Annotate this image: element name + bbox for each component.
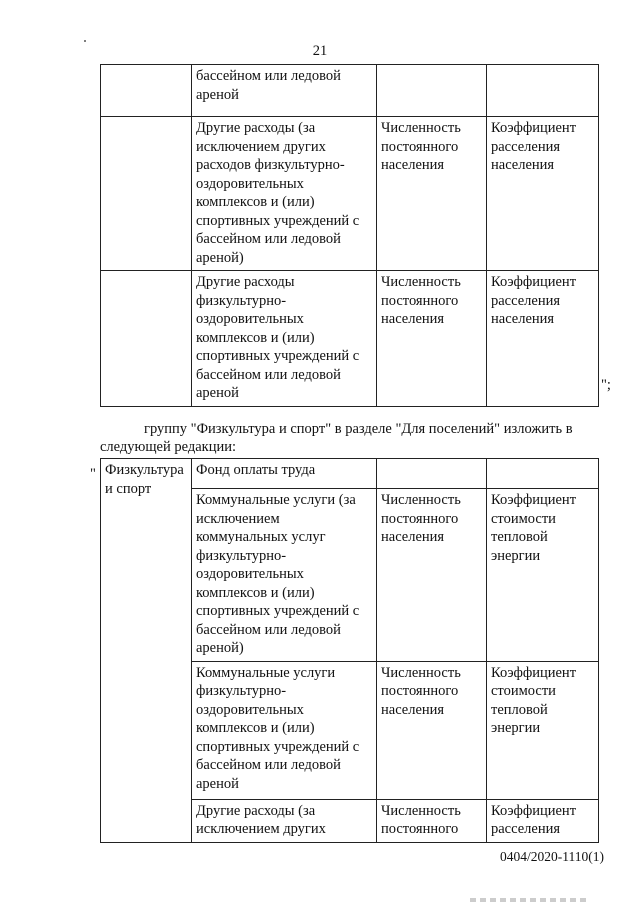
table-continued <box>100 64 599 407</box>
document-code: 0404/2020-1110(1) <box>500 849 604 864</box>
table-cell <box>101 271 192 407</box>
table-cell: Другие расходы физкультурно-оздоровительных комплексов и (или) спортивных учреждений с бассейном или ледовой ареной <box>192 271 377 407</box>
table-cell: Коэффициент расселения <box>487 799 599 842</box>
paragraph-line: группу "Физкультура и спорт" в разделе "Для поселений" изложить в <box>144 421 573 437</box>
table-cell: Численность постоянного населения <box>377 117 487 271</box>
table-row <box>101 459 599 489</box>
table-cell <box>377 65 487 117</box>
scan-artifact <box>470 898 590 902</box>
table-cell <box>377 459 487 489</box>
table-cell: Другие расходы (за исключением других <box>192 799 377 842</box>
table-cell: Коэффициент стоимости тепловой энергии <box>487 489 599 662</box>
table-cell <box>101 65 192 117</box>
section-cell: Физкультура и спорт <box>101 459 192 843</box>
page-number: 21 <box>312 43 328 59</box>
table-cell <box>487 65 599 117</box>
table-row <box>101 271 599 407</box>
table-cell: Численность постоянного населения <box>377 661 487 799</box>
table-cell: Другие расходы (за исключением других расходов физкультурно-оздоровительных комплексов и (или) спортивных учреждений с бассейном или ледовой ареной) <box>192 117 377 271</box>
table-cell: Коэффициент стоимости тепловой энергии <box>487 661 599 799</box>
table-new-edition <box>100 458 599 843</box>
paragraph-line: следующей редакции: <box>100 439 237 455</box>
table-cell: Коммунальные услуги физкультурно-оздоровительных комплексов и (или) спортивных учреждений с бассейном или ледовой ареной <box>192 661 377 799</box>
table-cell: Коэффициент расселения населения <box>487 117 599 271</box>
table-cell <box>101 117 192 271</box>
table-cell: Коэффициент расселения населения <box>487 271 599 407</box>
table-cell: Численность постоянного населения <box>377 271 487 407</box>
table-cell <box>487 459 599 489</box>
table-row <box>101 117 599 271</box>
table-cell: Коммунальные услуги (за исключением коммунальных услуг физкультурно-оздоровительных комплексов и (или) спортивных учреждений с бассейном или ледовой ареной) <box>192 489 377 662</box>
opening-quote: " <box>90 466 96 482</box>
table-cell: бассейном или ледовой ареной <box>192 65 377 117</box>
table-cell: Численность постоянного <box>377 799 487 842</box>
table-row <box>101 65 599 117</box>
table-cell: Фонд оплаты труда <box>192 459 377 489</box>
table-cell: Численность постоянного населения <box>377 489 487 662</box>
closing-quote: "; <box>601 377 611 393</box>
